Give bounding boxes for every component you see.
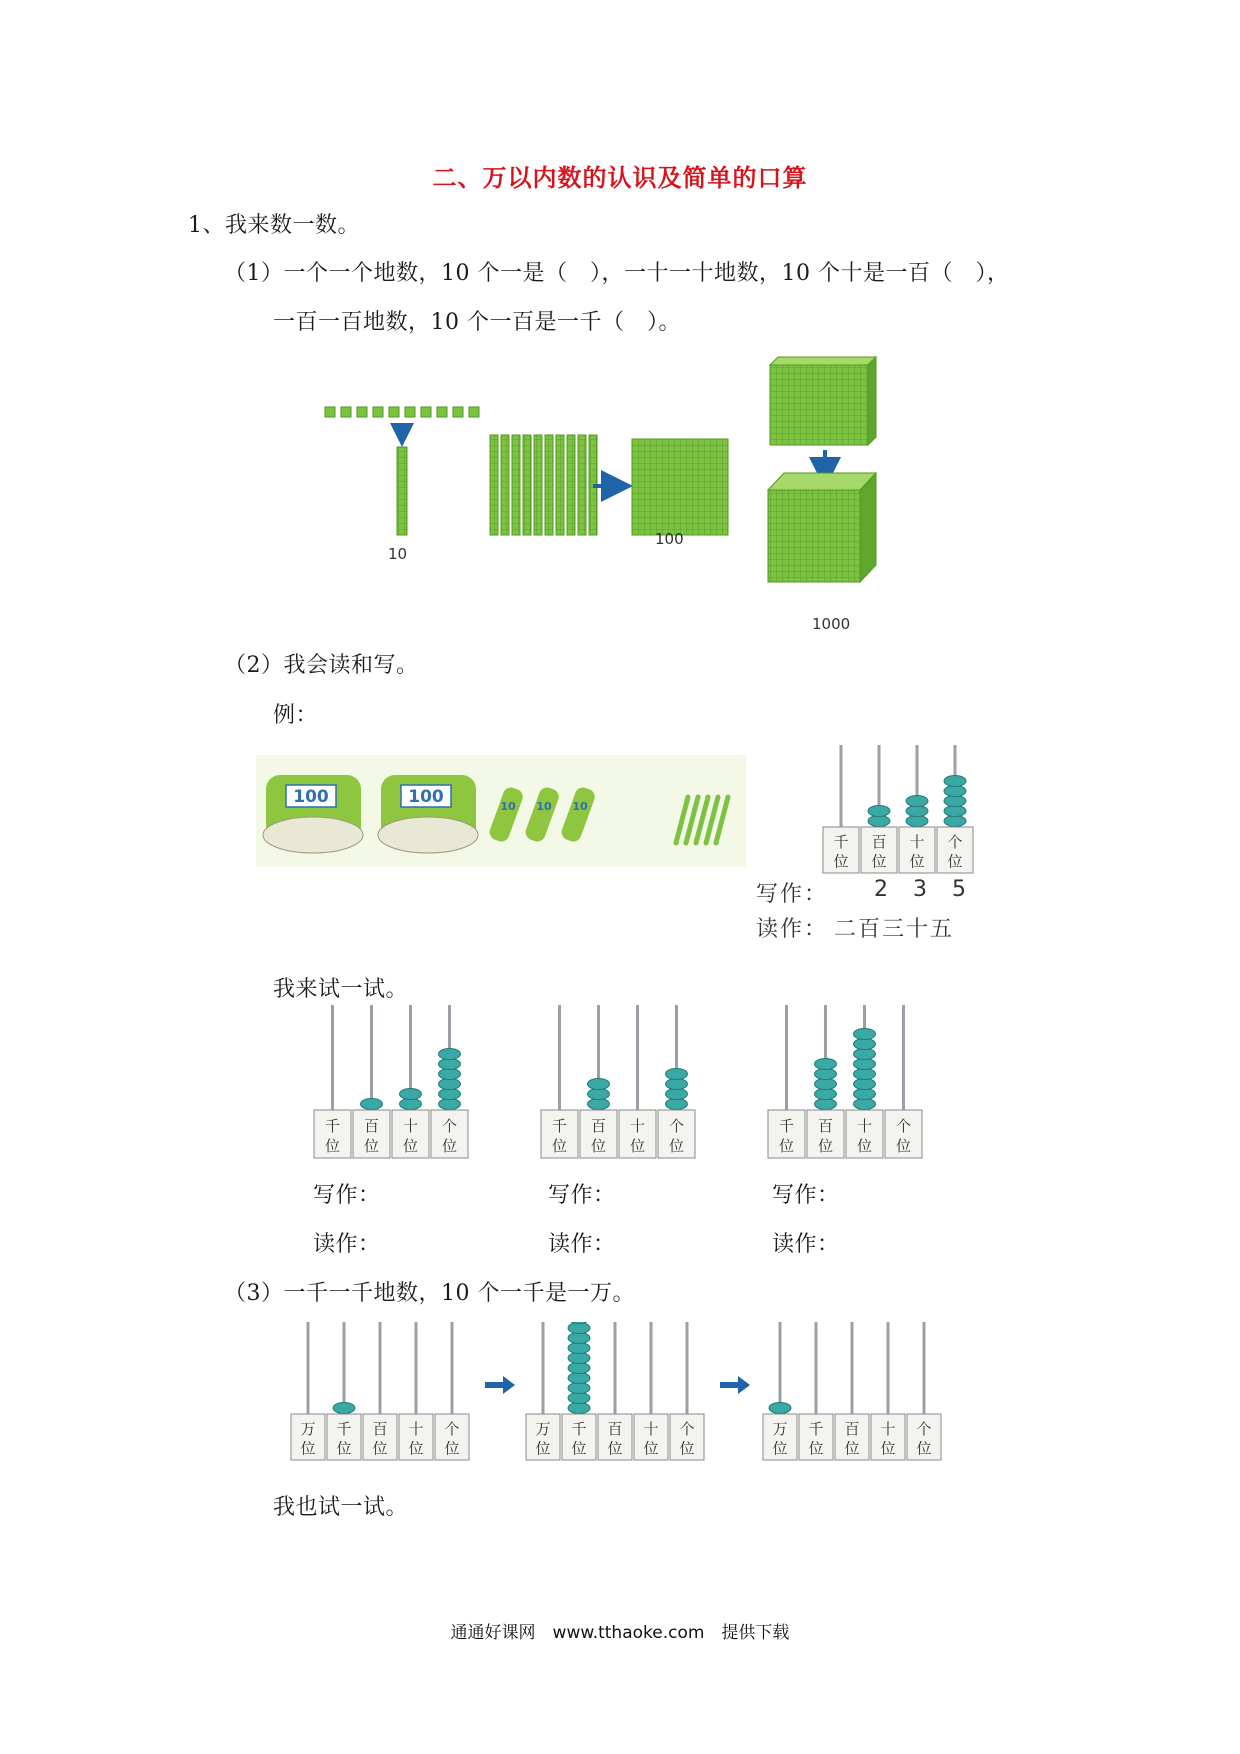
q1-part1-line2: 一百一百地数，10 个一百是一千（ ）。 <box>273 310 681 335</box>
page-title: 二、万以内数的认识及简单的口算 <box>432 163 808 192</box>
place-value-label: 位 <box>778 1137 795 1155</box>
abacus-bead <box>568 1383 590 1394</box>
place-value-label: 个 <box>668 1117 685 1135</box>
label-thousand: 1000 <box>812 615 851 633</box>
ten-rods <box>490 435 597 535</box>
arrow-right-icon <box>720 1375 750 1395</box>
place-value-label: 千 <box>324 1117 341 1135</box>
place-value-label: 位 <box>817 1137 834 1155</box>
abacus-bead <box>439 1069 461 1080</box>
abacus-bead <box>854 1059 876 1070</box>
ten-bundle <box>523 785 561 844</box>
abacus-bead <box>568 1363 590 1374</box>
abacus-bead <box>854 1099 876 1110</box>
also-try-label: 我也试一试。 <box>273 1495 409 1520</box>
place-value-label: 位 <box>629 1137 646 1155</box>
abacus-bead <box>666 1079 688 1090</box>
place-value-label: 位 <box>856 1137 873 1155</box>
q1-heading: 1、我来数一数。 <box>188 213 360 238</box>
abacus-bead <box>815 1069 837 1080</box>
place-value-label: 位 <box>916 1439 932 1458</box>
place-value-blocks-figure <box>320 355 920 630</box>
abacus-bead <box>815 1059 837 1070</box>
abacus-bead <box>854 1089 876 1100</box>
abacus-bead <box>400 1089 422 1100</box>
place-value-label: 位 <box>895 1137 912 1155</box>
svg-text:100: 100 <box>408 787 444 807</box>
place-value-label: 位 <box>590 1137 607 1155</box>
place-value-label: 百 <box>590 1117 607 1135</box>
place-value-label: 个 <box>679 1420 695 1439</box>
place-value-label: 十 <box>402 1117 419 1135</box>
example-read-label: 读作： <box>756 917 829 942</box>
abacus-bead <box>439 1049 461 1060</box>
place-value-label: 个 <box>444 1420 460 1439</box>
place-value-label: 十 <box>408 1420 424 1439</box>
abacus-bead <box>666 1069 688 1080</box>
abacus-bead <box>568 1403 590 1414</box>
place-value-label: 位 <box>444 1439 460 1458</box>
place-value-label: 位 <box>808 1439 824 1458</box>
arrow-right-icon <box>485 1375 515 1395</box>
place-value-label: 位 <box>833 852 849 871</box>
place-value-label: 位 <box>300 1439 316 1458</box>
abacus-bead <box>439 1059 461 1070</box>
abacus-bead <box>944 816 966 827</box>
place-value-label: 位 <box>668 1137 685 1155</box>
place-value-label: 万 <box>300 1420 316 1439</box>
place-value-label: 位 <box>551 1137 568 1155</box>
try-label: 我来试一试。 <box>273 977 409 1002</box>
try-abacus-1 <box>313 1005 478 1160</box>
try3-read-label: 读作： <box>772 1232 840 1257</box>
label-hundred: 100 <box>655 530 684 548</box>
place-value-label: 百 <box>817 1117 834 1135</box>
hundred-bundle <box>263 775 363 853</box>
place-value-label: 万 <box>535 1420 551 1439</box>
abacus-bead <box>906 806 928 817</box>
place-value-label: 十 <box>880 1420 896 1439</box>
place-value-label: 位 <box>535 1439 551 1458</box>
abacus-bead <box>588 1099 610 1110</box>
place-value-label: 位 <box>363 1137 380 1155</box>
try2-read-label: 读作： <box>548 1232 616 1257</box>
p3-abacus-1 <box>290 1322 475 1462</box>
example-label: 例： <box>273 703 319 728</box>
try1-write-label: 写作： <box>313 1183 381 1208</box>
place-value-label: 位 <box>772 1439 788 1458</box>
place-value-label: 千 <box>551 1117 568 1135</box>
abacus-bead <box>769 1403 791 1414</box>
flat-stack <box>770 357 876 445</box>
abacus-bead <box>439 1099 461 1110</box>
place-value-label: 十 <box>856 1117 873 1135</box>
footer-source: 通通好课网 www.tthaoke.com 提供下载 <box>450 1623 790 1643</box>
place-value-label: 位 <box>947 852 963 871</box>
abacus-bead <box>568 1393 590 1404</box>
try-abacus-2 <box>540 1005 705 1160</box>
place-value-label: 个 <box>916 1420 932 1439</box>
example-digit-ones: 5 <box>952 877 968 902</box>
ten-bundle <box>559 785 597 844</box>
place-value-label: 百 <box>844 1420 860 1439</box>
place-value-label: 千 <box>833 833 849 852</box>
abacus-bead <box>400 1099 422 1110</box>
abacus-bead <box>568 1322 590 1324</box>
abacus-bead <box>815 1079 837 1090</box>
svg-text:100: 100 <box>293 787 329 807</box>
abacus-bead <box>815 1099 837 1110</box>
abacus-bead <box>815 1089 837 1100</box>
q1-part3-title: （3）一千一千地数，10 个一千是一万。 <box>224 1281 635 1306</box>
q1-part2-title: （2）我会读和写。 <box>224 653 419 678</box>
abacus-bead <box>854 1029 876 1040</box>
place-value-label: 百 <box>372 1420 388 1439</box>
place-value-label: 十 <box>629 1117 646 1135</box>
place-value-label: 位 <box>844 1439 860 1458</box>
place-value-label: 位 <box>643 1439 659 1458</box>
place-value-label: 位 <box>909 852 925 871</box>
place-value-label: 百 <box>607 1420 623 1439</box>
place-value-label: 位 <box>571 1439 587 1458</box>
svg-text:10: 10 <box>572 800 588 813</box>
bundles-figure <box>256 755 746 867</box>
place-value-label: 十 <box>909 833 925 852</box>
example-abacus <box>822 745 987 875</box>
place-value-label: 千 <box>808 1420 824 1439</box>
ten-bundle <box>487 785 525 844</box>
place-value-label: 位 <box>336 1439 352 1458</box>
abacus-bead <box>439 1089 461 1100</box>
try-abacus-3 <box>767 1005 932 1160</box>
abacus-bead <box>568 1353 590 1364</box>
abacus-bead <box>568 1373 590 1384</box>
abacus-bead <box>361 1099 383 1110</box>
abacus-bead <box>854 1039 876 1050</box>
abacus-bead <box>854 1069 876 1080</box>
place-value-label: 位 <box>408 1439 424 1458</box>
place-value-label: 个 <box>947 833 963 852</box>
place-value-label: 位 <box>324 1137 341 1155</box>
place-value-label: 位 <box>402 1137 419 1155</box>
example-read-value: 二百三十五 <box>834 917 955 942</box>
try2-write-label: 写作： <box>548 1183 616 1208</box>
place-value-label: 万 <box>772 1420 788 1439</box>
abacus-bead <box>944 806 966 817</box>
svg-text:10: 10 <box>500 800 516 813</box>
svg-text:10: 10 <box>536 800 552 813</box>
abacus-bead <box>944 786 966 797</box>
abacus-bead <box>906 816 928 827</box>
abacus-bead <box>588 1089 610 1100</box>
place-value-label: 位 <box>607 1439 623 1458</box>
thousand-cube <box>768 473 876 582</box>
example-write-label: 写作： <box>756 882 829 907</box>
place-value-label: 千 <box>778 1117 795 1135</box>
try1-read-label: 读作： <box>313 1232 381 1257</box>
label-ten: 10 <box>388 545 408 563</box>
place-value-label: 百 <box>363 1117 380 1135</box>
abacus-bead <box>568 1333 590 1344</box>
place-value-label: 十 <box>643 1420 659 1439</box>
abacus-bead <box>568 1323 590 1334</box>
place-value-label: 千 <box>571 1420 587 1439</box>
try3-write-label: 写作： <box>772 1183 840 1208</box>
abacus-bead <box>568 1343 590 1354</box>
abacus-bead <box>868 816 890 827</box>
abacus-bead <box>868 806 890 817</box>
q1-part1-line1: （1）一个一个地数，10 个一是（ ），一十一十地数，10 个十是一百（ ）， <box>224 261 1010 286</box>
abacus-bead <box>944 776 966 787</box>
abacus-bead <box>906 796 928 807</box>
place-value-label: 百 <box>871 833 887 852</box>
place-value-label: 位 <box>679 1439 695 1458</box>
p3-abacus-3 <box>762 1322 947 1462</box>
abacus-bead <box>588 1079 610 1090</box>
abacus-bead <box>854 1049 876 1060</box>
abacus-bead <box>944 796 966 807</box>
p3-abacus-2 <box>525 1322 710 1462</box>
place-value-label: 个 <box>895 1117 912 1135</box>
place-value-label: 个 <box>441 1117 458 1135</box>
example-digit-hundreds: 2 <box>874 877 890 902</box>
place-value-label: 位 <box>871 852 887 871</box>
unit-cubes <box>325 407 479 417</box>
single-sticks <box>676 797 728 843</box>
place-value-label: 位 <box>880 1439 896 1458</box>
abacus-bead <box>666 1099 688 1110</box>
abacus-bead <box>854 1079 876 1090</box>
abacus-bead <box>666 1089 688 1100</box>
place-value-label: 千 <box>336 1420 352 1439</box>
abacus-bead <box>439 1079 461 1090</box>
place-value-label: 位 <box>372 1439 388 1458</box>
example-digit-tens: 3 <box>913 877 929 902</box>
hundred-bundle <box>378 775 478 853</box>
abacus-bead <box>333 1403 355 1414</box>
place-value-label: 位 <box>441 1137 458 1155</box>
